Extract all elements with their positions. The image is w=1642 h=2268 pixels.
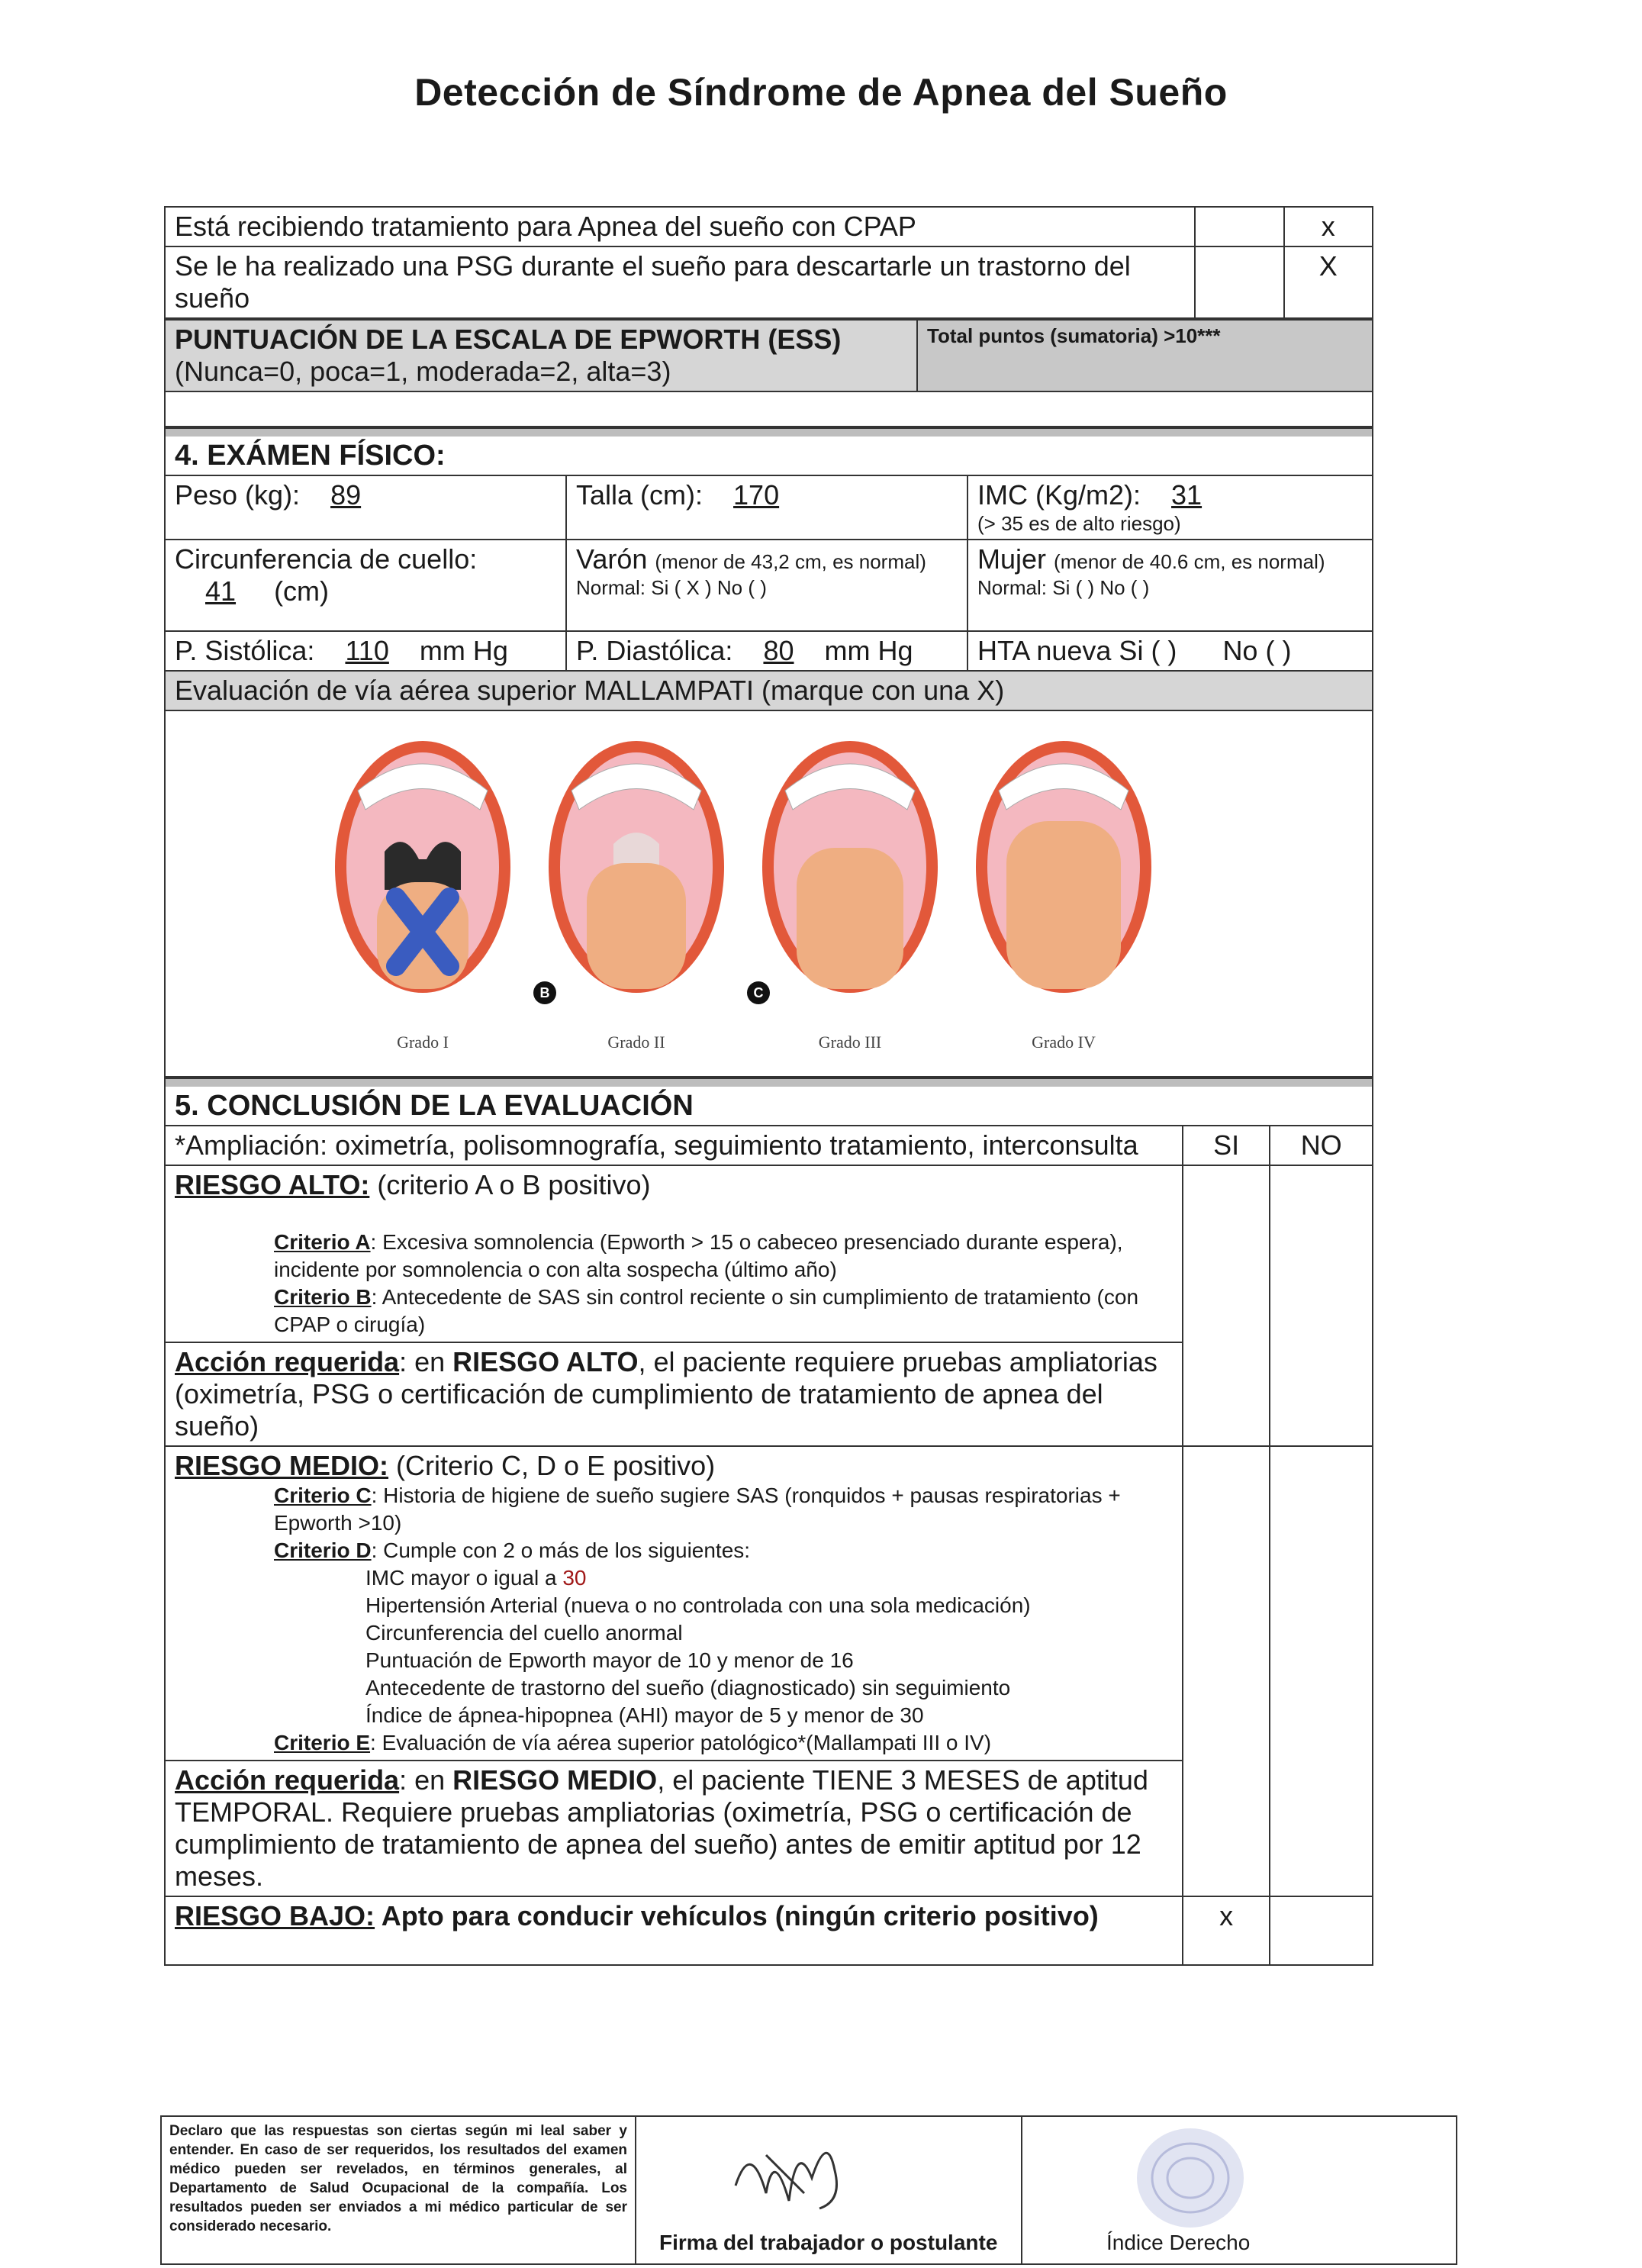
d-item-cuello: Circunferencia del cuello anormal <box>365 1621 683 1645</box>
sistolica-unit: mm Hg <box>419 635 508 666</box>
diastolica-unit: mm Hg <box>824 635 913 666</box>
criterio-e-text: : Evaluación de vía aérea superior patológico*(Mallampati III o IV) <box>370 1731 992 1754</box>
accion-medio-cell <box>165 1761 1183 1896</box>
psg-si-cell[interactable] <box>1195 246 1283 318</box>
mujer-cell <box>967 540 1373 631</box>
page-title: Detección de Síndrome de Apnea del Sueño <box>414 71 1228 114</box>
d-item-epworth: Puntuación de Epworth mayor de 10 y menor de 16 <box>365 1648 854 1672</box>
imc-note: (> 35 es de alto riesgo) <box>977 512 1181 535</box>
criterio-a <box>175 1229 1173 1284</box>
accion-medio-text: , el paciente TIENE 3 MESES de aptitud TEMPORAL. Requiere pruebas ampliatorias (oximetría, PSG o certificación de cumplimiento de tratamiento de apnea del sueño) antes de emitir aptitud por 12 meses. <box>175 1764 1148 1892</box>
d-item-hta: Hipertensión Arterial (nueva o no controlada con una sola medicación) <box>365 1593 1031 1617</box>
accion-alto-label: Acción requerida <box>175 1346 400 1377</box>
mouth-grade-3-image <box>755 737 945 1012</box>
indice-cell[interactable] <box>1022 2116 1457 2264</box>
varon-label: Varón <box>576 543 648 575</box>
riesgo-bajo-label: RIESGO BAJO: <box>175 1900 375 1931</box>
cpap-mark[interactable]: x <box>1284 207 1373 246</box>
sistolica-value[interactable]: 110 <box>345 635 389 666</box>
si-header: SI <box>1183 1126 1270 1165</box>
mallampati-figure <box>175 714 1363 1066</box>
mallampati-grade-2[interactable] <box>541 737 732 1058</box>
hta-label[interactable]: HTA nueva Si ( ) <box>977 635 1177 666</box>
riesgo-alto-text: (criterio A o B positivo) <box>369 1169 651 1200</box>
top-table <box>164 206 1373 319</box>
riesgo-bajo-si[interactable]: x <box>1183 1896 1270 1965</box>
badge-c: C <box>747 981 770 1004</box>
sistolica-label: P. Sistólica: <box>175 635 315 666</box>
criterio-a-label: Criterio A <box>274 1230 371 1254</box>
mallampati-figure-cell <box>165 710 1373 1077</box>
firma-cell[interactable] <box>636 2116 1022 2264</box>
riesgo-medio-text: (Criterio C, D o E positivo) <box>388 1450 716 1481</box>
mouth-grade-4-image <box>968 737 1159 1012</box>
criterio-a-text: : Excesiva somnolencia (Epworth > 15 o cabeceo presenciado durante espera), incidente por somnolencia o con alta sospecha (último año) <box>274 1230 1123 1281</box>
criterio-c-text: : Historia de higiene de sueño sugiere SAS (ronquidos + pausas respiratorias + Epworth >10) <box>274 1484 1121 1535</box>
mallampati-grade-4[interactable] <box>968 737 1159 1058</box>
cuello-unit: (cm) <box>274 575 330 607</box>
mujer-note: (menor de 40.6 cm, es normal) <box>1054 550 1325 573</box>
accion-medio-bold: RIESGO MEDIO <box>452 1764 658 1796</box>
epworth-scale: (Nunca=0, poca=1, moderada=2, alta=3) <box>175 356 671 387</box>
d-item-imc-pre: IMC mayor o igual a <box>365 1566 563 1590</box>
grade-3-label: Grado III <box>818 1033 882 1052</box>
mouth-grade-1-image <box>327 737 518 1012</box>
accion-medio-pre: : en <box>399 1764 453 1796</box>
declaration: Declaro que las respuestas son ciertas según mi leal saber y entender. En caso de ser requeridos, los resultados del examen médico pueden ser revelados, en términos generales, al Departamento de Salud Ocupacional de la compañía. Los resultados pueden ser enviados a mi médico particular de ser considerado necesario. <box>161 2116 636 2264</box>
mouth-grade-2-image <box>541 737 732 1012</box>
exam-heading: 4. EXÁMEN FÍSICO: <box>165 428 1373 475</box>
riesgo-bajo-text: Apto para conducir vehículos (ningún criterio positivo) <box>375 1900 1099 1931</box>
cuello-cell <box>165 540 566 631</box>
criterio-c <box>175 1482 1173 1537</box>
riesgo-alto-cell <box>165 1165 1183 1342</box>
accion-alto-text: , el paciente requiere pruebas ampliatorias (oximetría, PSG o certificación de cumplimiento de tratamiento de apnea del sueño) <box>175 1346 1157 1442</box>
criterio-c-label: Criterio C <box>274 1484 372 1507</box>
cuello-value[interactable]: 41 <box>205 575 237 607</box>
criterio-b <box>175 1284 1173 1339</box>
peso-value[interactable]: 89 <box>330 479 362 511</box>
grade-4-label: Grado IV <box>1032 1033 1096 1052</box>
talla-value[interactable]: 170 <box>733 479 780 511</box>
peso-cell <box>165 475 566 540</box>
psg-question: Se le ha realizado una PSG durante el sueño para descartarle un trastorno del sueño <box>165 246 1195 318</box>
signature-scribble <box>720 2125 873 2224</box>
criterio-d <box>175 1537 1173 1564</box>
ampliacion: *Ampliación: oximetría, polisomnografía, seguimiento tratamiento, interconsulta <box>165 1126 1183 1165</box>
signature-section <box>160 2115 1457 2260</box>
criterio-e <box>175 1729 1173 1757</box>
imc-cell <box>967 475 1373 540</box>
cuello-label: Circunferencia de cuello: <box>175 543 478 575</box>
diastolica-value[interactable]: 80 <box>763 635 794 666</box>
indice-label: Índice Derecho <box>1106 2231 1251 2254</box>
mallampati-label: Evaluación de vía aérea superior MALLAMPATI (marque con una X) <box>165 671 1373 710</box>
accion-alto-pre: : en <box>399 1346 453 1377</box>
varon-normal[interactable]: Normal: Si ( X ) No ( ) <box>576 576 767 599</box>
conclusion-heading: 5. CONCLUSIÓN DE LA EVALUACIÓN <box>165 1078 1373 1126</box>
imc-label: IMC (Kg/m2): <box>977 479 1141 511</box>
mallampati-grade-1[interactable] <box>327 737 518 1058</box>
diastolica-cell <box>566 631 967 671</box>
exam-table <box>164 427 1373 1078</box>
grade-2-label: Grado II <box>607 1033 665 1052</box>
form <box>164 206 1373 1966</box>
cpap-si-cell[interactable] <box>1195 207 1283 246</box>
sistolica-cell <box>165 631 566 671</box>
criterio-b-label: Criterio B <box>274 1285 372 1309</box>
riesgo-alto-si[interactable] <box>1183 1165 1270 1446</box>
imc-value[interactable]: 31 <box>1171 479 1203 511</box>
accion-medio-label: Acción requerida <box>175 1764 400 1796</box>
criterio-b-text: : Antecedente de SAS sin control reciente o sin cumplimiento de tratamiento (con CPAP o cirugía) <box>274 1285 1139 1336</box>
talla-label: Talla (cm): <box>576 479 703 511</box>
mujer-normal[interactable]: Normal: Si ( ) No ( ) <box>977 576 1150 599</box>
talla-cell <box>566 475 967 540</box>
varon-note: (menor de 43,2 cm, es normal) <box>655 550 926 573</box>
riesgo-medio-no[interactable] <box>1270 1446 1373 1896</box>
hta-no[interactable]: No ( ) <box>1222 635 1292 666</box>
cpap-question: Está recibiendo tratamiento para Apnea del sueño con CPAP <box>165 207 1195 246</box>
riesgo-bajo-cell <box>165 1896 1183 1965</box>
mallampati-grade-3[interactable] <box>755 737 945 1058</box>
criterio-e-label: Criterio E <box>274 1731 371 1754</box>
varon-cell <box>566 540 967 631</box>
accion-alto-cell <box>165 1342 1183 1446</box>
psg-mark[interactable]: X <box>1284 246 1373 318</box>
epworth-title: PUNTUACIÓN DE LA ESCALA DE EPWORTH (ESS) <box>175 324 842 355</box>
accion-alto-bold: RIESGO ALTO <box>452 1346 639 1377</box>
riesgo-alto-no[interactable] <box>1270 1165 1373 1446</box>
riesgo-medio-label: RIESGO MEDIO: <box>175 1450 389 1481</box>
epworth-table <box>164 319 1373 427</box>
no-header: NO <box>1270 1126 1373 1165</box>
d-item-ahi: Índice de ápnea-hipopnea (AHI) mayor de 5 y menor de 30 <box>365 1703 924 1727</box>
badge-b: B <box>533 981 556 1004</box>
criterio-d-label: Criterio D <box>274 1538 372 1562</box>
diastolica-label: P. Diastólica: <box>576 635 733 666</box>
hta-cell <box>967 631 1373 671</box>
riesgo-medio-si[interactable] <box>1183 1446 1270 1896</box>
epworth-title-cell <box>165 320 917 391</box>
conclusion-table <box>164 1078 1373 1966</box>
spacer-row <box>165 391 1373 427</box>
signature-table <box>160 2115 1457 2265</box>
d-item-imc <box>175 1564 1173 1592</box>
criterio-d-text: : Cumple con 2 o más de los siguientes: <box>371 1538 751 1562</box>
riesgo-medio-cell <box>165 1446 1183 1761</box>
mujer-label: Mujer <box>977 543 1047 575</box>
grade-1-label: Grado I <box>397 1033 449 1052</box>
fingerprint-mark <box>1114 2117 1267 2231</box>
riesgo-alto-label: RIESGO ALTO: <box>175 1169 370 1200</box>
riesgo-bajo-no[interactable] <box>1270 1896 1373 1965</box>
d-item-imc-num: 30 <box>562 1566 587 1590</box>
peso-label: Peso (kg): <box>175 479 301 511</box>
d-item-trastorno: Antecedente de trastorno del sueño (diagnosticado) sin seguimiento <box>365 1676 1011 1699</box>
firma-label: Firma del trabajador o postulante <box>659 2231 998 2254</box>
epworth-total[interactable]: Total puntos (sumatoria) >10*** <box>917 320 1373 391</box>
